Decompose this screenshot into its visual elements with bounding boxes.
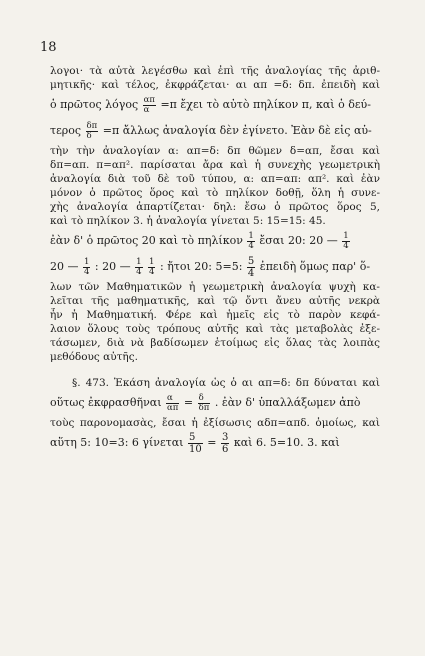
text-line: τὴν τὴν ἀναλογίαν α: απ=δ: δπ θῶμεν δ=απ, ἔσαι καὶ [50,145,380,157]
text-line: τάσωμεν, διὰ νὰ βαδίσωμεν ἑτοίμως εἰς ὅλας τὰς λοιπὰς [50,337,380,349]
text-line: καὶ τὸ πηλίκον 3. ἡ ἀναλογία γίνεται 5: 15=15: 45. [50,215,326,227]
fraction: $\frac{1}{4}$ [84,256,90,277]
fraction: $\frac{1}{4}$ [248,230,254,251]
text-line: μόνον ὁ πρῶτος ὅρος καὶ τὸ πηλίκον δοθῇ, ὅλη ἡ συνε- [50,187,380,199]
text-line: μεθόδους αὐτῆς. [50,351,138,363]
text-line-math: οὕτως ἐκφρασθῆναι $\frac{\alpha}{\alpha\pi}$ = $\frac{\delta}{\delta\pi}$ . ἐὰν δ' ὑπαλλάξωμεν ἀπὸ [50,392,361,413]
text-line-math: τερος $\frac{\delta\pi}{\delta}$ =π ἄλλως ἀναλογία δὲν ἐγίνετο. Ἐὰν δὲ εἰς αὐ- [50,120,372,141]
text-line: λεῖται τῆς μαθηματικῆς, καὶ τῷ ὄντι ἄνευ αὐτῆς νεκρὰ [50,295,380,307]
text-line: μητικῆς· καὶ τέλος, ἐκφράζεται· αι απ =δ: δπ. ἐπειδὴ καὶ [50,79,380,91]
page-text [50,64,380,456]
text-line: χὴς ἀναλογία ἀπαρτίζεται· δηλ: ἔσω ὁ πρῶτος ὅρος 5, [50,201,380,213]
fraction: $\frac{\delta}{\delta\pi}$ [198,392,210,413]
text-line-math: αὕτη 5: 10=3: 6 γίνεται $\frac{5}{10}$ = $\frac{3}{6}$ καὶ 6. 5=10. 3. καὶ [50,431,340,455]
fraction: $\frac{\delta\pi}{\delta}$ [86,120,98,141]
text-line: δπ=απ. π=απ². παρίσαται ἄρα καὶ ἡ συνεχὴς γεωμετρικὴ [50,159,380,171]
fraction: $\frac{1}{4}$ [136,256,142,277]
fraction: $\frac{5}{4}$ [247,255,255,279]
text-line: ἦν ἡ Μαθηματική. Φέρε καὶ ἡμεῖς εἰς τὸ παρὸν κεφά- [50,309,380,321]
fraction: $\frac{5}{10}$ [189,431,202,455]
text-line: ἀναλογία διὰ τοῦ δὲ τοῦ τύπου, α: απ=απ: απ². καὶ ἐὰν [50,173,380,185]
fraction: $\frac{\alpha}{\alpha\pi}$ [167,392,179,413]
fraction: $\frac{\alpha\pi}{\alpha}$ [143,94,155,115]
text-line: τοὺς παρονομασὰς, ἔσαι ἡ ἐξίσωσις αδπ=απδ. ὁμοίως, καὶ [50,417,380,429]
text-line: λων τῶν Μαθηματικῶν ἡ γεωμετρικὴ ἀναλογία ψυχὴ κα- [50,281,380,293]
text-line: §. 473. Ἑκάση ἀναλογία ὡς ὁ αι απ=δ: δπ δύναται καὶ [72,377,380,389]
fraction: $\frac{3}{6}$ [221,431,229,455]
text-line-math: ἐὰν δ' ὁ πρῶτος 20 καὶ τὸ πηλίκον $\frac{1}{4}$ ἔσαι 20: 20 — $\frac{1}{4}$ [50,230,349,251]
text-line: λαιον ὅλους τοὺς τρόπους αὐτῆς καὶ τὰς μεταβολὰς ἐξε- [50,323,380,335]
text-line-math: 20 — $\frac{1}{4}$ : 20 — $\frac{1}{4}$ $\frac{1}{4}$ : ἤτοι 20: 5=5: $\frac{5}{4}$ ἐπειδὴ ὅμως παρ' ὅ- [50,255,371,279]
text-line-math: ὁ πρῶτος λόγος $\frac{\alpha\pi}{\alpha}$ =π ἔχει τὸ αὐτὸ πηλίκον π, καὶ ὁ δεύ- [50,94,371,115]
text-line: λογοι· τὰ αὐτὰ λεγέσθω καὶ ἐπὶ τῆς ἀναλογίας τῆς ἀριθ- [50,65,380,77]
fraction: $\frac{1}{4}$ [149,256,155,277]
fraction: $\frac{1}{4}$ [343,230,349,251]
page-number: 18 [40,40,57,55]
